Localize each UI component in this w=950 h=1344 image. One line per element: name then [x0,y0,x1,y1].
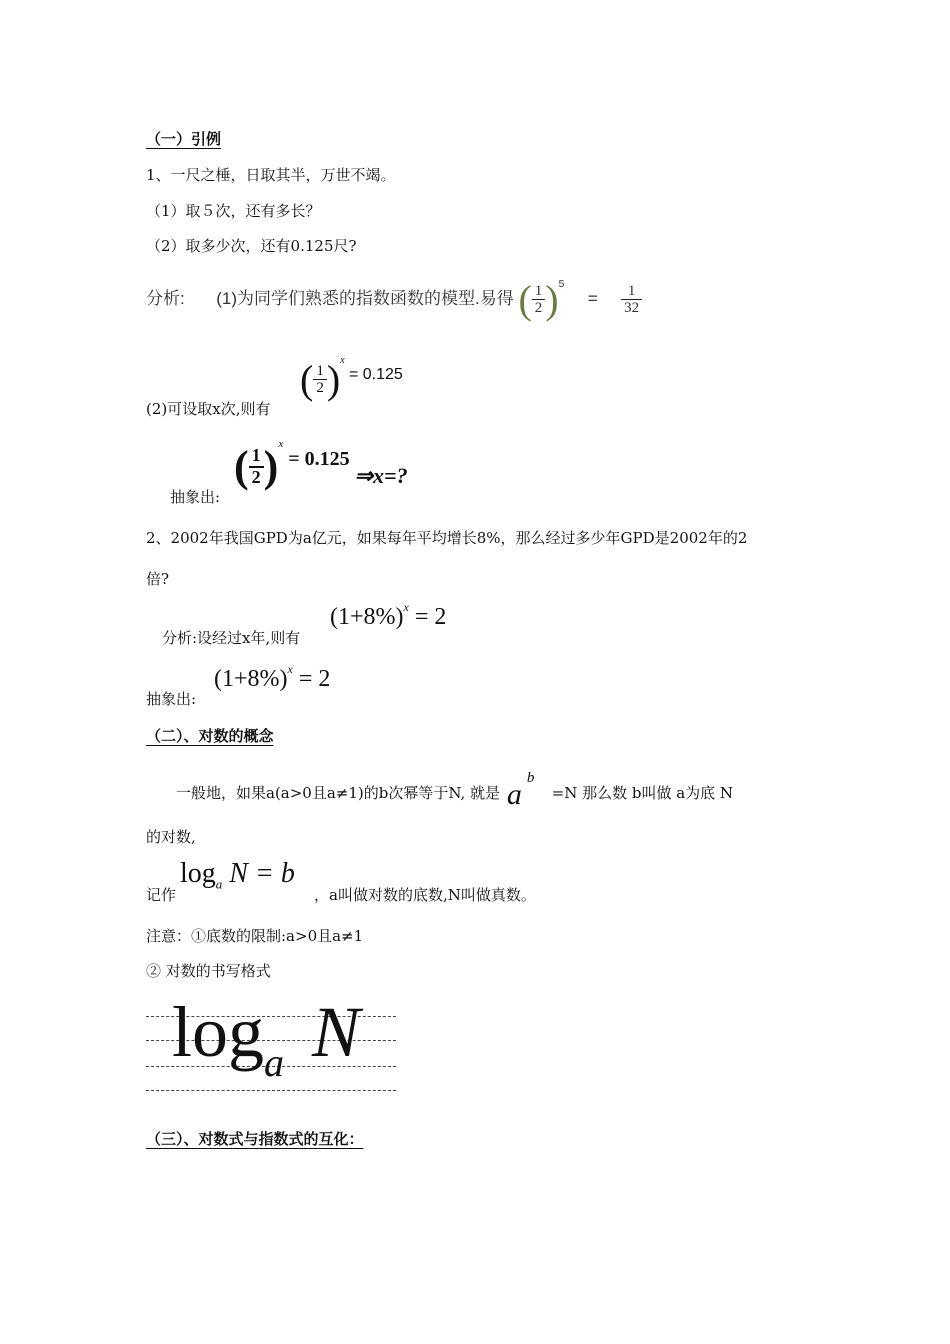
abstract-label-1: 抽象出: [170,488,221,506]
value-0125-bold: = 0.125 [288,448,350,471]
left-paren: ( [518,277,532,322]
section-heading-1: （一）引例 [146,130,222,148]
example2-question-line1: 2、2002年我国GPD为a亿元，如果每年平均增长8%，那么经过多少年GPD是2002年的2 [146,529,748,547]
section-heading-2: （二）、对数的概念 [146,727,274,745]
example1-question: 1、一尺之棰，日取其半，万世不竭。 [146,166,396,184]
implies-x: ⇒x=? [354,463,408,489]
right-paren: ) [545,277,559,322]
formula-growth-2: $(1+8\%)^x = 2$ [214,662,331,692]
exponent-x: x [340,354,345,366]
formula-x-0125: ( $\frac{1}{2}$ )$^x$ = 0.125 [300,354,403,402]
section-heading-3: （三）、对数式与指数式的互化： [146,1130,364,1148]
analysis-text: (1)为同学们熟悉的指数函数的模型.易得 [216,288,514,308]
formula-growth-1: $(1+8\%)^x = 2$ [330,600,447,630]
concept-line1: 一般地，如果a(a>0且a≠1)的b次幂等于N, 就是 a b =N 那么数 b叫做 a为底 N [176,770,734,811]
half-fraction: $\frac{1}{2}$ [532,283,546,317]
big-log-format: $\log_a N$ [172,992,361,1085]
example2-analysis: 分析:设经过x年,则有 [162,629,301,647]
example1-part1: （1）取５次，还有多长？ [146,202,321,220]
concept-line2: 的对数, [146,828,196,846]
abstract-label-2: 抽象出: [146,690,197,708]
example2-question-line2: 倍? [146,570,170,588]
guide-line-4 [146,1090,396,1091]
analysis-label: 分析: [146,288,185,308]
log-formula: $\log_a N = b$ [180,858,295,892]
exponent-5: 5 [558,279,565,291]
equals-sign: = [587,288,598,308]
formula-bold-implies: ( $\frac{1}{2}$ )$^x$ = 0.125 ⇒x=? [234,438,408,491]
note-1: 注意：①底数的限制:a>0且a≠1 [146,927,364,945]
value-0125: = 0.125 [348,366,403,384]
record-after: ，a叫做对数的底数,N叫做真数。 [314,886,536,904]
result-fraction: $\frac{1}{32}$ [621,283,642,317]
analysis-line-1 [146,276,642,323]
note-2: ② 对数的书写格式 [146,962,271,980]
record-line: 记作 [146,886,177,904]
example1-part2-text: (2)可设取x次,则有 [146,400,271,418]
example1-part2: （2）取多少次，还有0.125尺? [146,237,357,255]
